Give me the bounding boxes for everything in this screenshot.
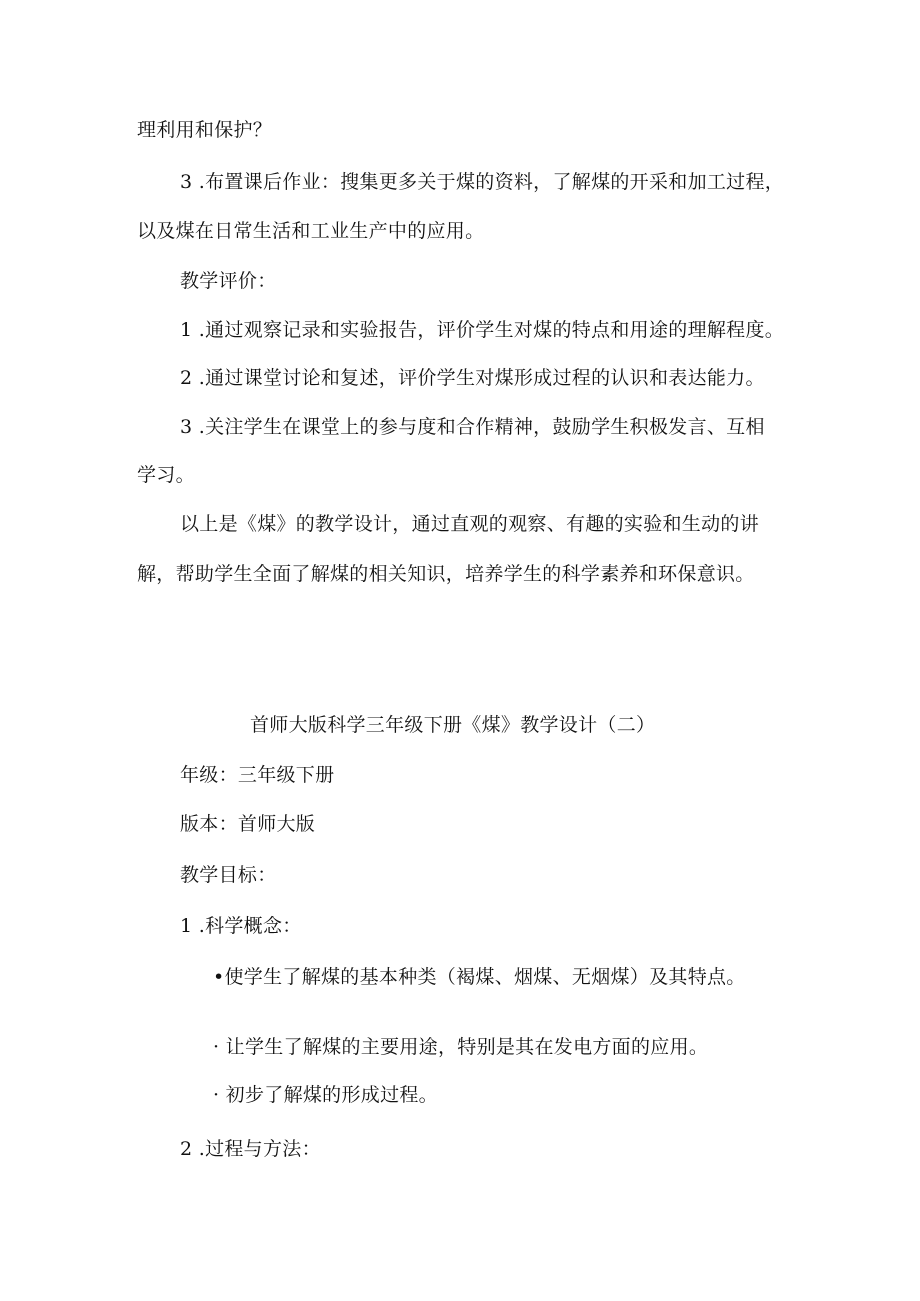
goal-1-heading: 1 .科学概念： [180,915,302,937]
evaluation-item-3-line-1: 3 .关注学生在课堂上的参与度和合作精神，鼓励学生积极发言、互相 [180,416,765,438]
section-title: 首师大版科学三年级下册《煤》教学设计（二） [250,714,656,736]
goal-2-heading: 2 .过程与方法： [180,1138,321,1160]
evaluation-item-1: 1 .通过观察记录和实验报告，评价学生对煤的特点和用途的理解程度。 [180,319,785,341]
summary-line-1: 以上是《煤》的教学设计，通过直观的观察、有趣的实验和生动的讲 [180,513,760,535]
goals-heading: 教学目标： [180,864,277,886]
summary-line-2: 解，帮助学生全面了解煤的相关知识，培养学生的科学素养和环保意识。 [137,563,755,585]
goal-1-bullet-2: · 让学生了解煤的主要用途，特别是其在发电方面的应用。 [213,1036,709,1058]
evaluation-item-2: 2 .通过课堂讨论和复述，评价学生对煤形成过程的认识和表达能力。 [180,367,765,389]
evaluation-heading: 教学评价： [180,270,277,292]
version-line: 版本：首师大版 [180,813,316,835]
grade-line: 年级：三年级下册 [180,764,335,786]
homework-item-line-1: 3 .布置课后作业：搜集更多关于煤的资料，了解煤的开采和加工过程， [180,171,785,193]
goal-1-bullet-1: •使学生了解煤的基本种类（褐煤、烟煤、无烟煤）及其特点。 [213,966,746,988]
evaluation-item-3-line-2: 学习。 [137,464,195,486]
goal-1-bullet-3: · 初步了解煤的形成过程。 [213,1084,438,1106]
homework-item-line-2: 以及煤在日常生活和工业生产中的应用。 [137,220,485,242]
paragraph-continuation: 理利用和保护？ [137,119,273,141]
